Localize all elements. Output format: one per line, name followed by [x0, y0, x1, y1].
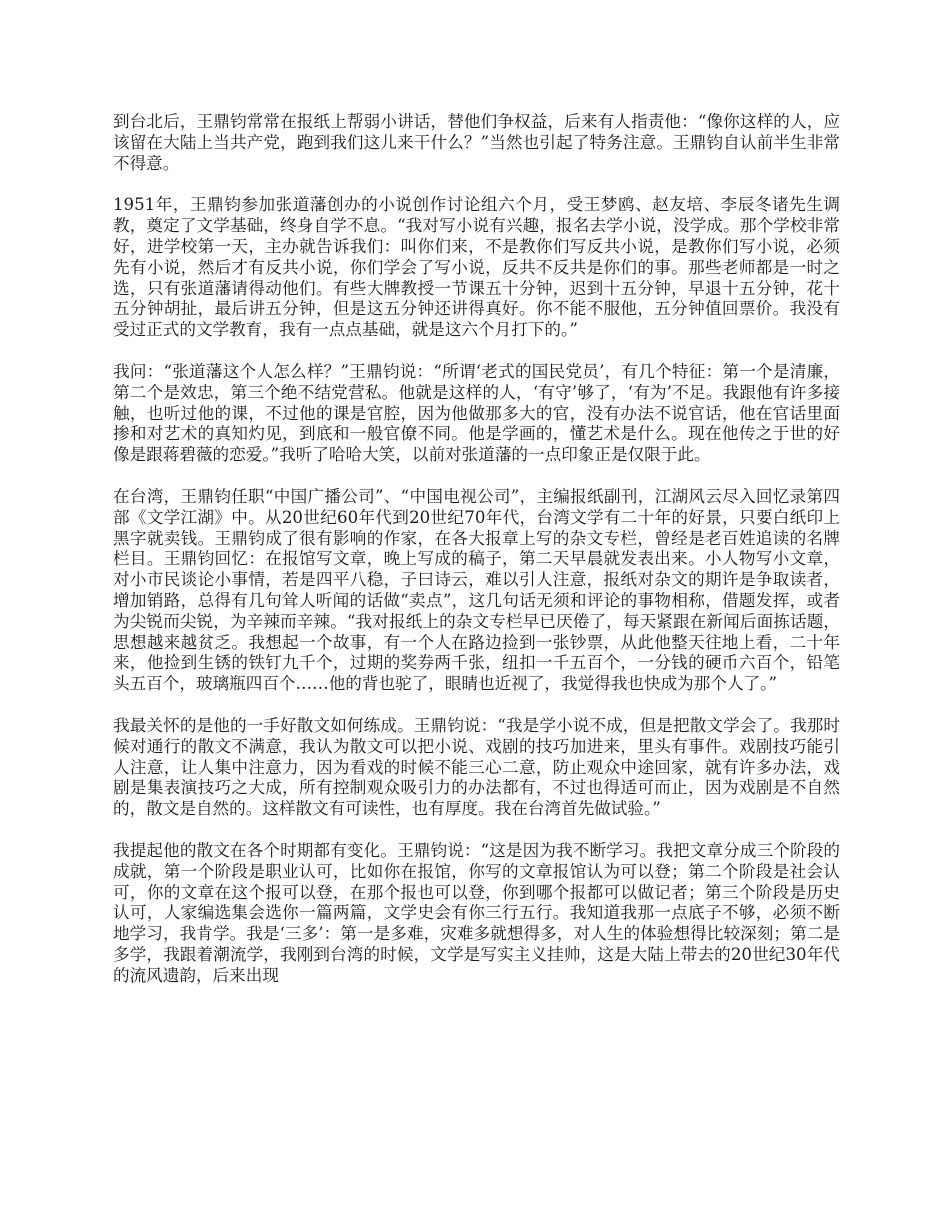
- paragraph-2: 1951年，王鼎钧参加张道藩创办的小说创作讨论组六个月，受王梦鸥、赵友培、李辰冬诸先生调教，奠定了文学基础，终身自学不息。“我对写小说有兴趣，报名去学小说，没学成。那个学校非常好，进学校第一天，主办就告诉我们：叫你们来，不是教你们写反共小说，是教你们写小说，必须先有小说，然后才有反共小说，你们学会了写小说，反共不反共是你们的事。那些老师都是一时之选，只有张道藩请得动他们。有些大牌教授一节课五十分钟，迟到十五分钟，早退十五分钟，花十五分钟胡扯，最后讲五分钟，但是这五分钟还讲得真好。你不能不服他，五分钟值回票价。我没有受过正式的文学教育，我有一点点基础，就是这六个月打下的。”: [113, 195, 840, 340]
- paragraph-4: 在台湾，王鼎钧任职“中国广播公司”、“中国电视公司”，主编报纸副刊，江湖风云尽入回忆录第四部《文学江湖》中。从20世纪60年代到20世纪70年代，台湾文学有二十年的好景，只要白纸印上黑字就卖钱。王鼎钧成了很有影响的作家，在各大报章上写的杂文专栏，曾经是老百姓追读的名牌栏目。王鼎钧回忆：在报馆写文章，晚上写成的稿子，第二天早晨就发表出来。小人物写小文章，对小市民谈论小事情，若是四平八稳，子曰诗云，难以引人注意，报纸对杂文的期许是争取读者，增加销路，总得有几句耸人听闻的话做“卖点”，这几句话无须和评论的事物相称，借题发挥，或者为尖锐而尖锐，为辛辣而辛辣。“我对报纸上的杂文专栏早已厌倦了，每天紧跟在新闻后面拣话题，思想越来越贫乏。我想起一个故事，有一个人在路边捡到一张钞票，从此他整天往地上看，二十年来，他捡到生锈的铁钉九千个，过期的奖券两千张，纽扣一千五百个，一分钱的硬币六百个，铅笔头五百个，玻璃瓶四百个……他的背也驼了，眼睛也近视了，我觉得我也快成为那个人了。”: [113, 486, 840, 694]
- paragraph-5: 我最关怀的是他的一手好散文如何练成。王鼎钧说：“我是学小说不成，但是把散文学会了。我那时候对通行的散文不满意，我认为散文可以把小说、戏剧的技巧加进来，里头有事件。戏剧技巧能引人注意，让人集中注意力，因为看戏的时候不能三心二意，防止观众中途回家，就有许多办法，戏剧是集表演技巧之大成，所有控制观众吸引力的办法都有，不过也得适可而止，因为戏剧是不自然的，散文是自然的。这样散文有可读性，也有厚度。我在台湾首先做试验。”: [113, 715, 840, 819]
- paragraph-6: 我提起他的散文在各个时期都有变化。王鼎钧说：“这是因为我不断学习。我把文章分成三个阶段的成就，第一个阶段是职业认可，比如你在报馆，你写的文章报馆认为可以登；第二个阶段是社会认可，你的文章在这个报可以登，在那个报也可以登，你到哪个报都可以做记者；第三个阶段是历史认可，人家编选集会选你一篇两篇，文学史会有你三行五行。我知道我那一点底子不够，必须不断地学习，我肯学。我是‘三多’：第一是多难，灾难多就想得多，对人生的体验想得比较深刻；第二是多学，我跟着潮流学，我刚到台湾的时候，文学是写实主义挂帅，这是大陆上带去的20世纪30年代的流风遗韵，后来出现: [113, 840, 840, 985]
- article-body: [113, 112, 840, 1007]
- paragraph-3: 我问：“张道藩这个人怎么样？”王鼎钧说：“所谓‘老式的国民党员’，有几个特征：第一个是清廉，第二个是效忠，第三个绝不结党营私。他就是这样的人，‘有守’够了，‘有为’不足。我跟他有许多接触，也听过他的课，不过他的课是官腔，因为他做那多大的官，没有办法不说官话，他在官话里面掺和对艺术的真知灼见，到底和一般官僚不同。他是学画的，懂艺术是什么。现在他传之于世的好像是跟蒋碧薇的恋爱。”我听了哈哈大笑，以前对张道藩的一点印象正是仅限于此。: [113, 361, 840, 465]
- paragraph-1: 到台北后，王鼎钧常常在报纸上帮弱小讲话，替他们争权益，后来有人指责他：“像你这样的人，应该留在大陆上当共产党，跑到我们这儿来干什么？”当然也引起了特务注意。王鼎钧自认前半生非常不得意。: [113, 112, 840, 173]
